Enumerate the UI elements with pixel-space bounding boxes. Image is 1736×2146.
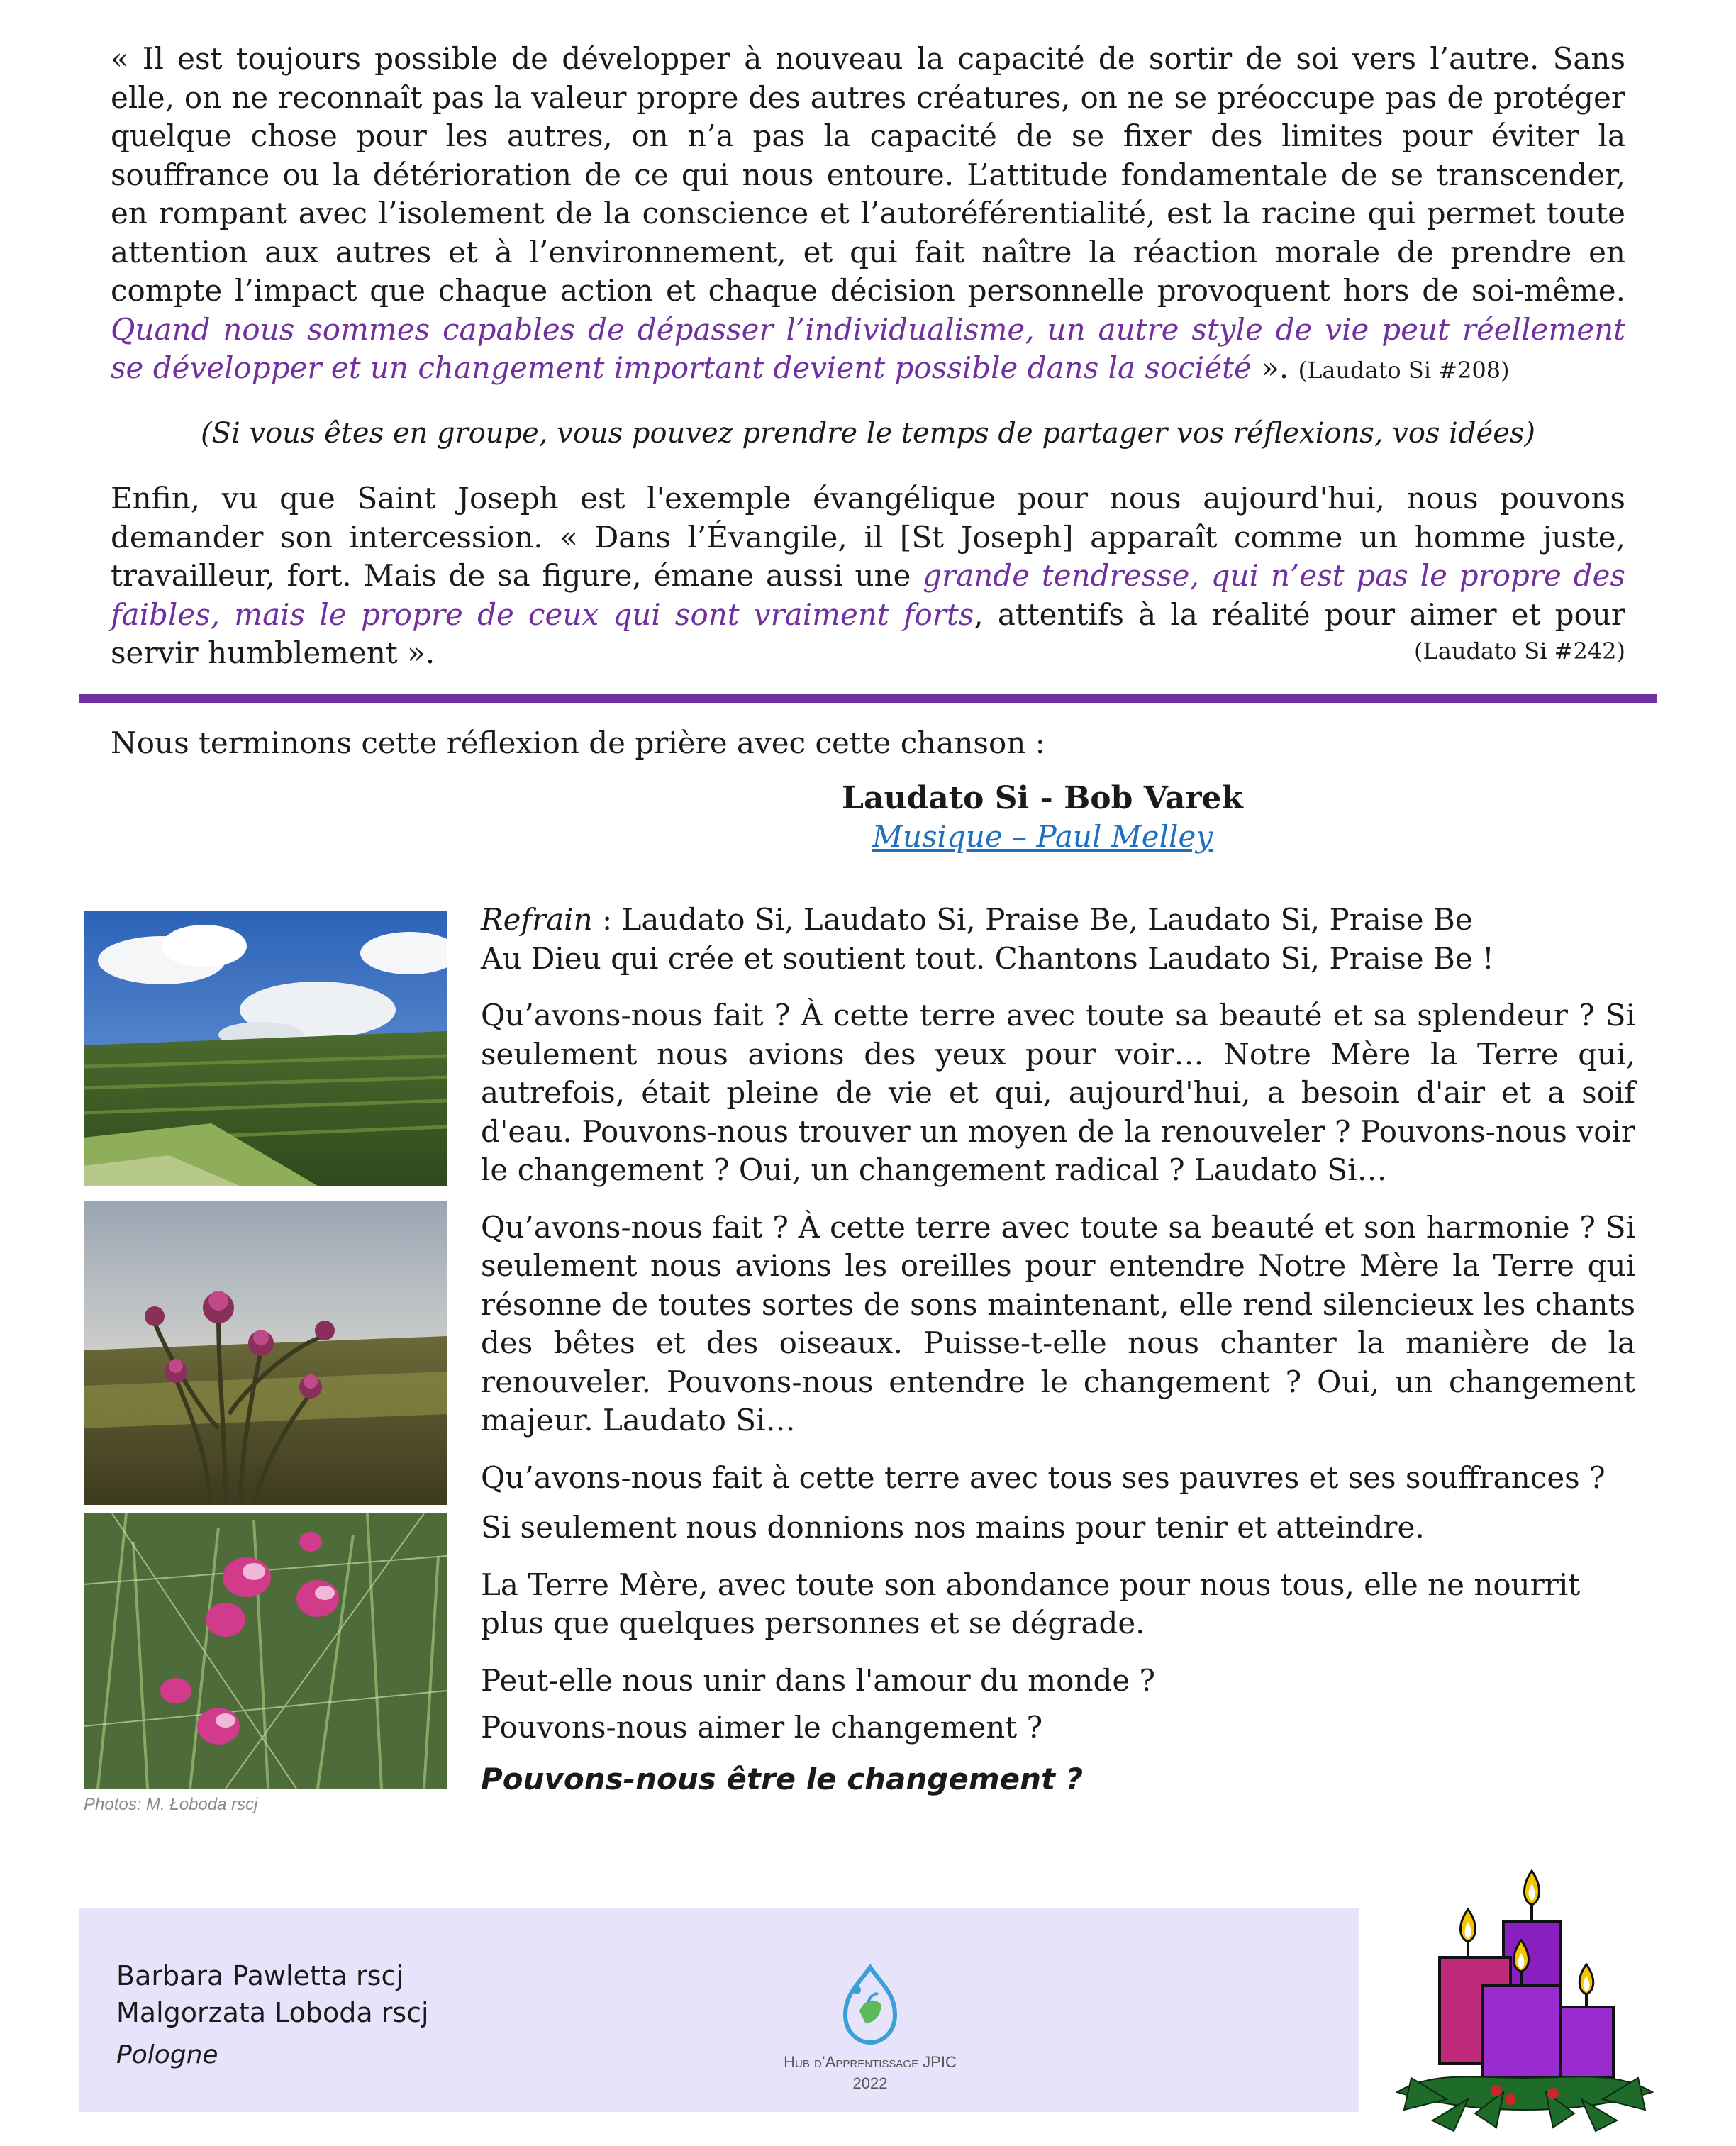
- photo-credit: Photos: M. Łoboda rscj: [84, 1795, 258, 1814]
- music-credit-link[interactable]: Musique – Paul Melley: [872, 819, 1213, 854]
- quote-paragraph-2: [111, 479, 1625, 673]
- lyric-line-4: Si seulement nous donnions nos mains pour tenir et atteindre.: [481, 1510, 1425, 1545]
- author-country: Pologne: [116, 2040, 218, 2069]
- verse-1: Qu’avons-nous fait ? À cette terre avec toute sa beauté et sa splendeur ? Si seulement nous avions des yeux pour voir… Notre Mère la Terre qui, autrefois, était pleine de vie et qui, aujourd'hui, a besoin d'air et a soif d'eau. Pouvons-nous trouver un moyen de la renouveler ? Pouvons-nous voir le changement ? Oui, un changement radical ? Laudato Si…: [481, 998, 1635, 1187]
- refrain: [481, 901, 1635, 978]
- quote2-highlight: grande tendresse, qui n’est pas le propre des faibles, mais le propre de ceux qui sont vraiment forts: [111, 558, 1625, 632]
- hub-name: Hub d’Apprentissage JPIC: [784, 2053, 957, 2071]
- quote2-reference: (Laudato Si #242): [1414, 638, 1625, 665]
- photo-sweet-peas: [84, 1513, 447, 1789]
- quote1-highlight: Quand nous sommes capables de dépasser l’individualisme, un autre style de vie peut réellement se développer et un changement important devient possible dans la société: [111, 311, 1625, 385]
- photo-vineyard: [84, 911, 447, 1186]
- group-note: (Si vous êtes en groupe, vous pouvez prendre le temps de partager vos réflexions, vos idées): [200, 417, 1536, 450]
- quote-paragraph-1: [111, 40, 1625, 390]
- hub-year: 2022: [852, 2074, 888, 2092]
- song-title: Laudato Si - Bob Varek: [842, 780, 1243, 816]
- quote2-text: Enfin, vu que Saint Joseph est l'exemple évangélique pour nous aujourd'hui, nous pouvons demander son intercession. « Dans l’Évangile, il [St Joseph] apparaît comme un homme juste, travailleur, fort. Mais de sa figure, émane aussi une: [111, 481, 1625, 593]
- lyric-line-6: Peut-elle nous unir dans l'amour du monde ?: [481, 1662, 1156, 1698]
- photo-thistles: [84, 1201, 447, 1505]
- footer-box: [79, 1908, 1359, 2112]
- refrain-line-1: : Laudato Si, Laudato Si, Praise Be, Laudato Si, Praise Be: [592, 902, 1473, 937]
- refrain-label: Refrain: [481, 902, 593, 937]
- verse-2: Qu’avons-nous fait ? À cette terre avec toute sa beauté et son harmonie ? Si seulement nous avions les oreilles pour entendre Notre Mère la Terre qui résonne de toutes sortes de sons maintenant, elle rend silencieux les chants des bêtes et des oiseaux. Puisse-t-elle nous chanter la manière de la renouveler. Pouvons-nous entendre le changement ? Oui, un changement majeur. Laudato Si…: [481, 1209, 1635, 1438]
- refrain-line-2: Au Dieu qui crée et soutient tout. Chantons Laudato Si, Praise Be !: [481, 940, 1494, 976]
- author-2: Malgorzata Loboda rscj: [116, 1997, 429, 2028]
- closing-intro: Nous terminons cette réflexion de prière avec cette chanson :: [111, 725, 1045, 760]
- lyric-line-5: La Terre Mère, avec toute son abondance pour nous tous, elle ne nourrit plus que quelques personnes et se dégrade.: [481, 1567, 1581, 1640]
- quote1-reference: (Laudato Si #208): [1298, 357, 1510, 384]
- lyric-final: Pouvons-nous être le changement ?: [481, 1761, 1084, 1796]
- advent-candles-icon: [1390, 1865, 1659, 2135]
- hub-logo-icon: [831, 1962, 909, 2047]
- quote1-text: « Il est toujours possible de développer à nouveau la capacité de sortir de soi vers l’autre. Sans elle, on ne reconnaît pas la valeur propre des autres créatures, on ne se préoccupe pas de protéger quelque chose pour les autres, on n’a pas la capacité de se fixer des limites pour éviter la souffrance ou la détérioration de ce qui nous entoure. L’attitude fondamentale de se transcender, en rompant avec l’isolement de la conscience et l’autoréférentialité, est la racine qui permet toute attention aux autres et à l’environnement, et qui fait naître la réaction morale de prendre en compte l’impact que chaque action et chaque décision personnelle provoquent hors de soi-même.: [111, 41, 1625, 308]
- lyric-line-7: Pouvons-nous aimer le changement ?: [481, 1710, 1043, 1745]
- author-1: Barbara Pawletta rscj: [116, 1960, 404, 1991]
- lyric-line-3: Qu’avons-nous fait à cette terre avec tous ses pauvres et ses souffrances ?: [481, 1460, 1606, 1495]
- quote2-end: , attentifs à la réalité pour aimer et pour servir humblement ».: [111, 596, 1625, 670]
- quote1-end: ».: [1251, 350, 1298, 385]
- section-divider: [79, 694, 1657, 703]
- song-lyrics: [481, 901, 1635, 1798]
